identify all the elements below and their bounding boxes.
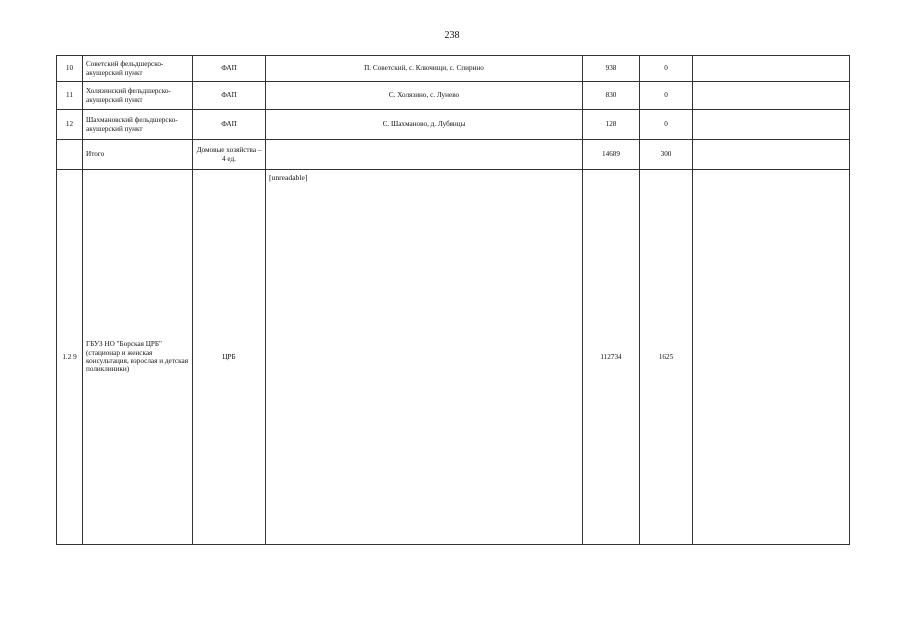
extra-cell (693, 170, 850, 545)
population: 112734 (583, 170, 640, 545)
row-number: 10 (57, 56, 83, 82)
total-type: Домовые хозяйства – 4 ед. (193, 140, 266, 170)
facility-type: ФАП (193, 56, 266, 82)
facility-name: ГБУЗ НО "Борская ЦРБ" (стационар и женская консультация, взрослая и детская поликлиники) (83, 170, 193, 545)
facilities-table (56, 55, 850, 545)
count: 0 (640, 110, 693, 140)
extra-cell (693, 82, 850, 110)
service-area (266, 140, 583, 170)
table-row (57, 170, 850, 545)
row-number: 1.2 9 (57, 170, 83, 545)
page-number: 238 (444, 30, 460, 41)
table-row (57, 110, 850, 140)
facility-type: ФАП (193, 110, 266, 140)
count: 0 (640, 82, 693, 110)
extra-cell (693, 110, 850, 140)
facility-type: ЦРБ (193, 170, 266, 545)
population: 938 (583, 56, 640, 82)
facility-name: Советский фельдшерско-акушерский пункт (83, 56, 193, 82)
service-area: С. Холязино, с. Лунево (266, 82, 583, 110)
facility-name: Холязинский фельдшерско-акушерский пункт (83, 82, 193, 110)
service-area: П. Советский, с. Ключищи, с. Спирино (266, 56, 583, 82)
total-population: 14689 (583, 140, 640, 170)
extra-cell (693, 56, 850, 82)
population: 830 (583, 82, 640, 110)
population: 128 (583, 110, 640, 140)
row-number: 12 (57, 110, 83, 140)
service-area: С. Шахманово, д. Лубянцы (266, 110, 583, 140)
row-number: 11 (57, 82, 83, 110)
total-row (57, 140, 850, 170)
table-row (57, 82, 850, 110)
table-row (57, 56, 850, 82)
count: 1625 (640, 170, 693, 545)
row-number (57, 140, 83, 170)
facility-name: Шахмановский фельдшерско-акушерский пункт (83, 110, 193, 140)
extra-cell (693, 140, 850, 170)
settlements-list: [unreadable] (266, 170, 583, 545)
facility-type: ФАП (193, 82, 266, 110)
total-count: 300 (640, 140, 693, 170)
count: 0 (640, 56, 693, 82)
total-label: Итого (83, 140, 193, 170)
